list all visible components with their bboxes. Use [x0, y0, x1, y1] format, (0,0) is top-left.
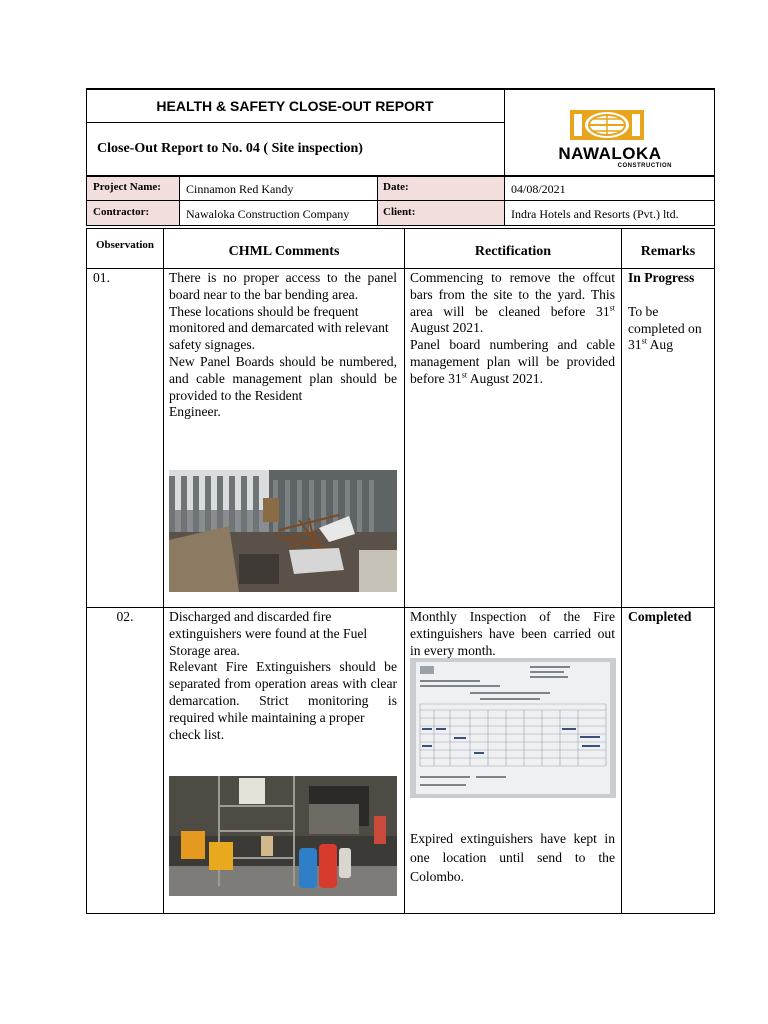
site-photo-panel-area — [169, 470, 397, 592]
header-rectification: Rectification — [474, 244, 552, 259]
row-1-remark-end: Aug — [646, 337, 673, 353]
row-1-rectification — [410, 270, 615, 388]
header-remarks: Remarks — [640, 244, 696, 259]
client-value: Indra Hotels and Resorts (Pvt.) ltd. — [511, 207, 679, 221]
row-1-status: In Progress — [628, 270, 695, 285]
header-observation: Observation — [95, 239, 155, 251]
row-1-number: 01. — [93, 270, 110, 285]
project-name-value: Cinnamon Red Kandy — [186, 182, 294, 196]
row-1-rect-panel-sup: st — [461, 370, 468, 380]
row-1-remark-note — [628, 304, 712, 354]
row-2-number: 02. — [116, 609, 134, 624]
header-chml-comments: CHML Comments — [228, 244, 340, 259]
row-1-remarks — [628, 270, 712, 354]
contractor-label: Contractor: — [93, 206, 150, 218]
nawaloka-logo-icon — [540, 104, 680, 144]
row-2-comment-discarded: Discharged and discarded fire extinguishers were found at the Fuel Storage area. — [169, 609, 368, 658]
row-1-comment-panel-boards: New Panel Boards should be numbered, and cable management plan should be provided to the Resident — [169, 353, 397, 403]
report-title: HEALTH & SAFETY CLOSE-OUT REPORT — [156, 98, 434, 114]
client-label: Client: — [383, 206, 416, 218]
logo-name: NAWALOKA — [558, 144, 662, 163]
contractor-value: Nawaloka Construction Company — [186, 207, 350, 221]
row-1-rect-offcut-text: Commencing to remove the offcut bars from the site to the yard. This area will be cleaned before 31 — [410, 270, 615, 319]
row-1-rect-panel-end: August 2021. — [467, 370, 543, 386]
row-2-rect-expired: Expired extinguishers have kept in one location until send to the Colombo. — [410, 831, 615, 884]
row-2-comment-checklist: check list. — [169, 726, 225, 742]
row-1-comment-engineer: Engineer. — [169, 404, 221, 420]
site-photo-fuel-storage — [169, 776, 397, 896]
company-logo — [540, 104, 680, 172]
row-1-comments — [169, 270, 397, 421]
date-label: Date: — [383, 181, 409, 193]
row-1-remark-text: To be completed on 31 — [628, 303, 702, 353]
row-1-comment-monitoring: These locations should be frequent monitored and demarcated with relevant safety signages. — [169, 303, 389, 353]
report-subtitle: Close-Out Report to No. 04 ( Site inspection) — [97, 141, 363, 156]
row-2-comments — [169, 609, 397, 743]
row-1-rect-offcut-end: August 2021. — [410, 320, 484, 336]
project-name-label: Project Name: — [93, 181, 161, 193]
row-2-rect-monthly: Monthly Inspection of the Fire extinguishers have been carried out in every month. — [410, 609, 615, 658]
row-1-remark-sup: st — [641, 336, 647, 346]
row-1-rect-panel — [410, 337, 615, 387]
logo-tagline: CONSTRUCTION — [617, 163, 672, 169]
date-value: 04/08/2021 — [511, 182, 566, 196]
row-2-comment-separation: Relevant Fire Extinguishers should be separated from operation areas with clear demarcation. Strict monitoring is required while maintaining a proper — [169, 659, 397, 725]
row-1-rect-panel-text: Panel board numbering and cable management plan will be provided before 31 — [410, 337, 615, 386]
inspection-checklist-photo — [410, 658, 616, 798]
row-2-status: Completed — [628, 609, 692, 624]
row-1-comment-access: There is no proper access to the panel board near to the bar bending area. — [169, 270, 397, 302]
row-1-rect-offcut — [410, 270, 615, 337]
row-1-rect-offcut-sup: st — [609, 303, 615, 313]
row-2-rectification-top — [410, 609, 615, 659]
